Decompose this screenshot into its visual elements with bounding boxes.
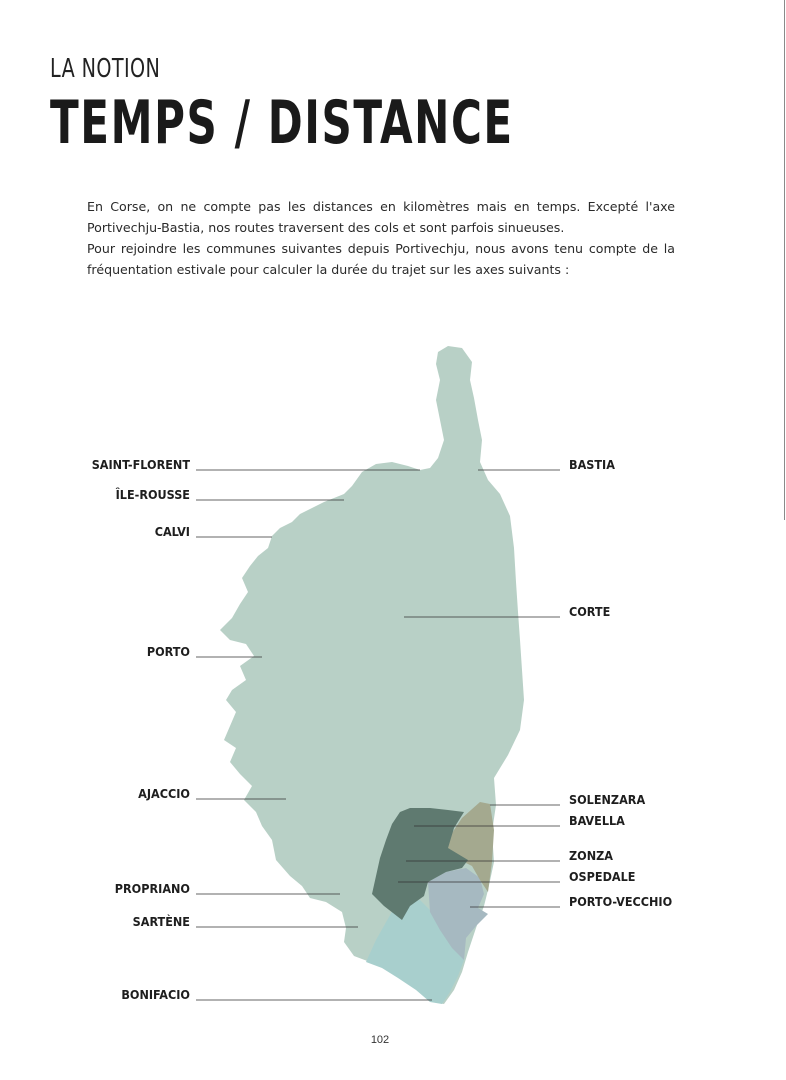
- label-sartene: SARTÈNE: [132, 914, 190, 929]
- label-zonza: ZONZA: [569, 848, 613, 863]
- label-porto: PORTO: [146, 644, 190, 659]
- label-porto-vecchio: PORTO-VECCHIO: [569, 894, 673, 909]
- intro-paragraph-1: En Corse, on ne compte pas les distances en kilomètres mais en temps. Excepté l'axe Portivechju-Bastia, nos routes traversent des cols et sont parfois sinueuses.: [87, 199, 675, 235]
- label-saint-florent: SAINT-FLORENT: [91, 457, 190, 472]
- label-solenzara: SOLENZARA: [569, 792, 646, 807]
- label-ile-rousse: ÎLE-ROUSSE: [115, 487, 190, 502]
- label-ajaccio: AJACCIO: [138, 786, 190, 801]
- page-number: 102: [370, 1034, 390, 1046]
- label-bonifacio: BONIFACIO: [121, 987, 190, 1002]
- page-title: TEMPS / DISTANCE: [50, 88, 514, 158]
- intro-paragraph-2: Pour rejoindre les communes suivantes depuis Portivechju, nous avons tenu compte de la fréquentation estivale pour calculer la durée du trajet sur les axes suivants :: [87, 241, 675, 277]
- label-bavella: BAVELLA: [569, 813, 625, 828]
- section-kicker: LA NOTION: [50, 54, 161, 84]
- label-bastia: BASTIA: [569, 457, 615, 472]
- label-calvi: CALVI: [154, 524, 190, 539]
- label-propriano: PROPRIANO: [114, 881, 190, 896]
- label-corte: CORTE: [569, 604, 611, 619]
- label-ospedale: OSPEDALE: [569, 869, 636, 884]
